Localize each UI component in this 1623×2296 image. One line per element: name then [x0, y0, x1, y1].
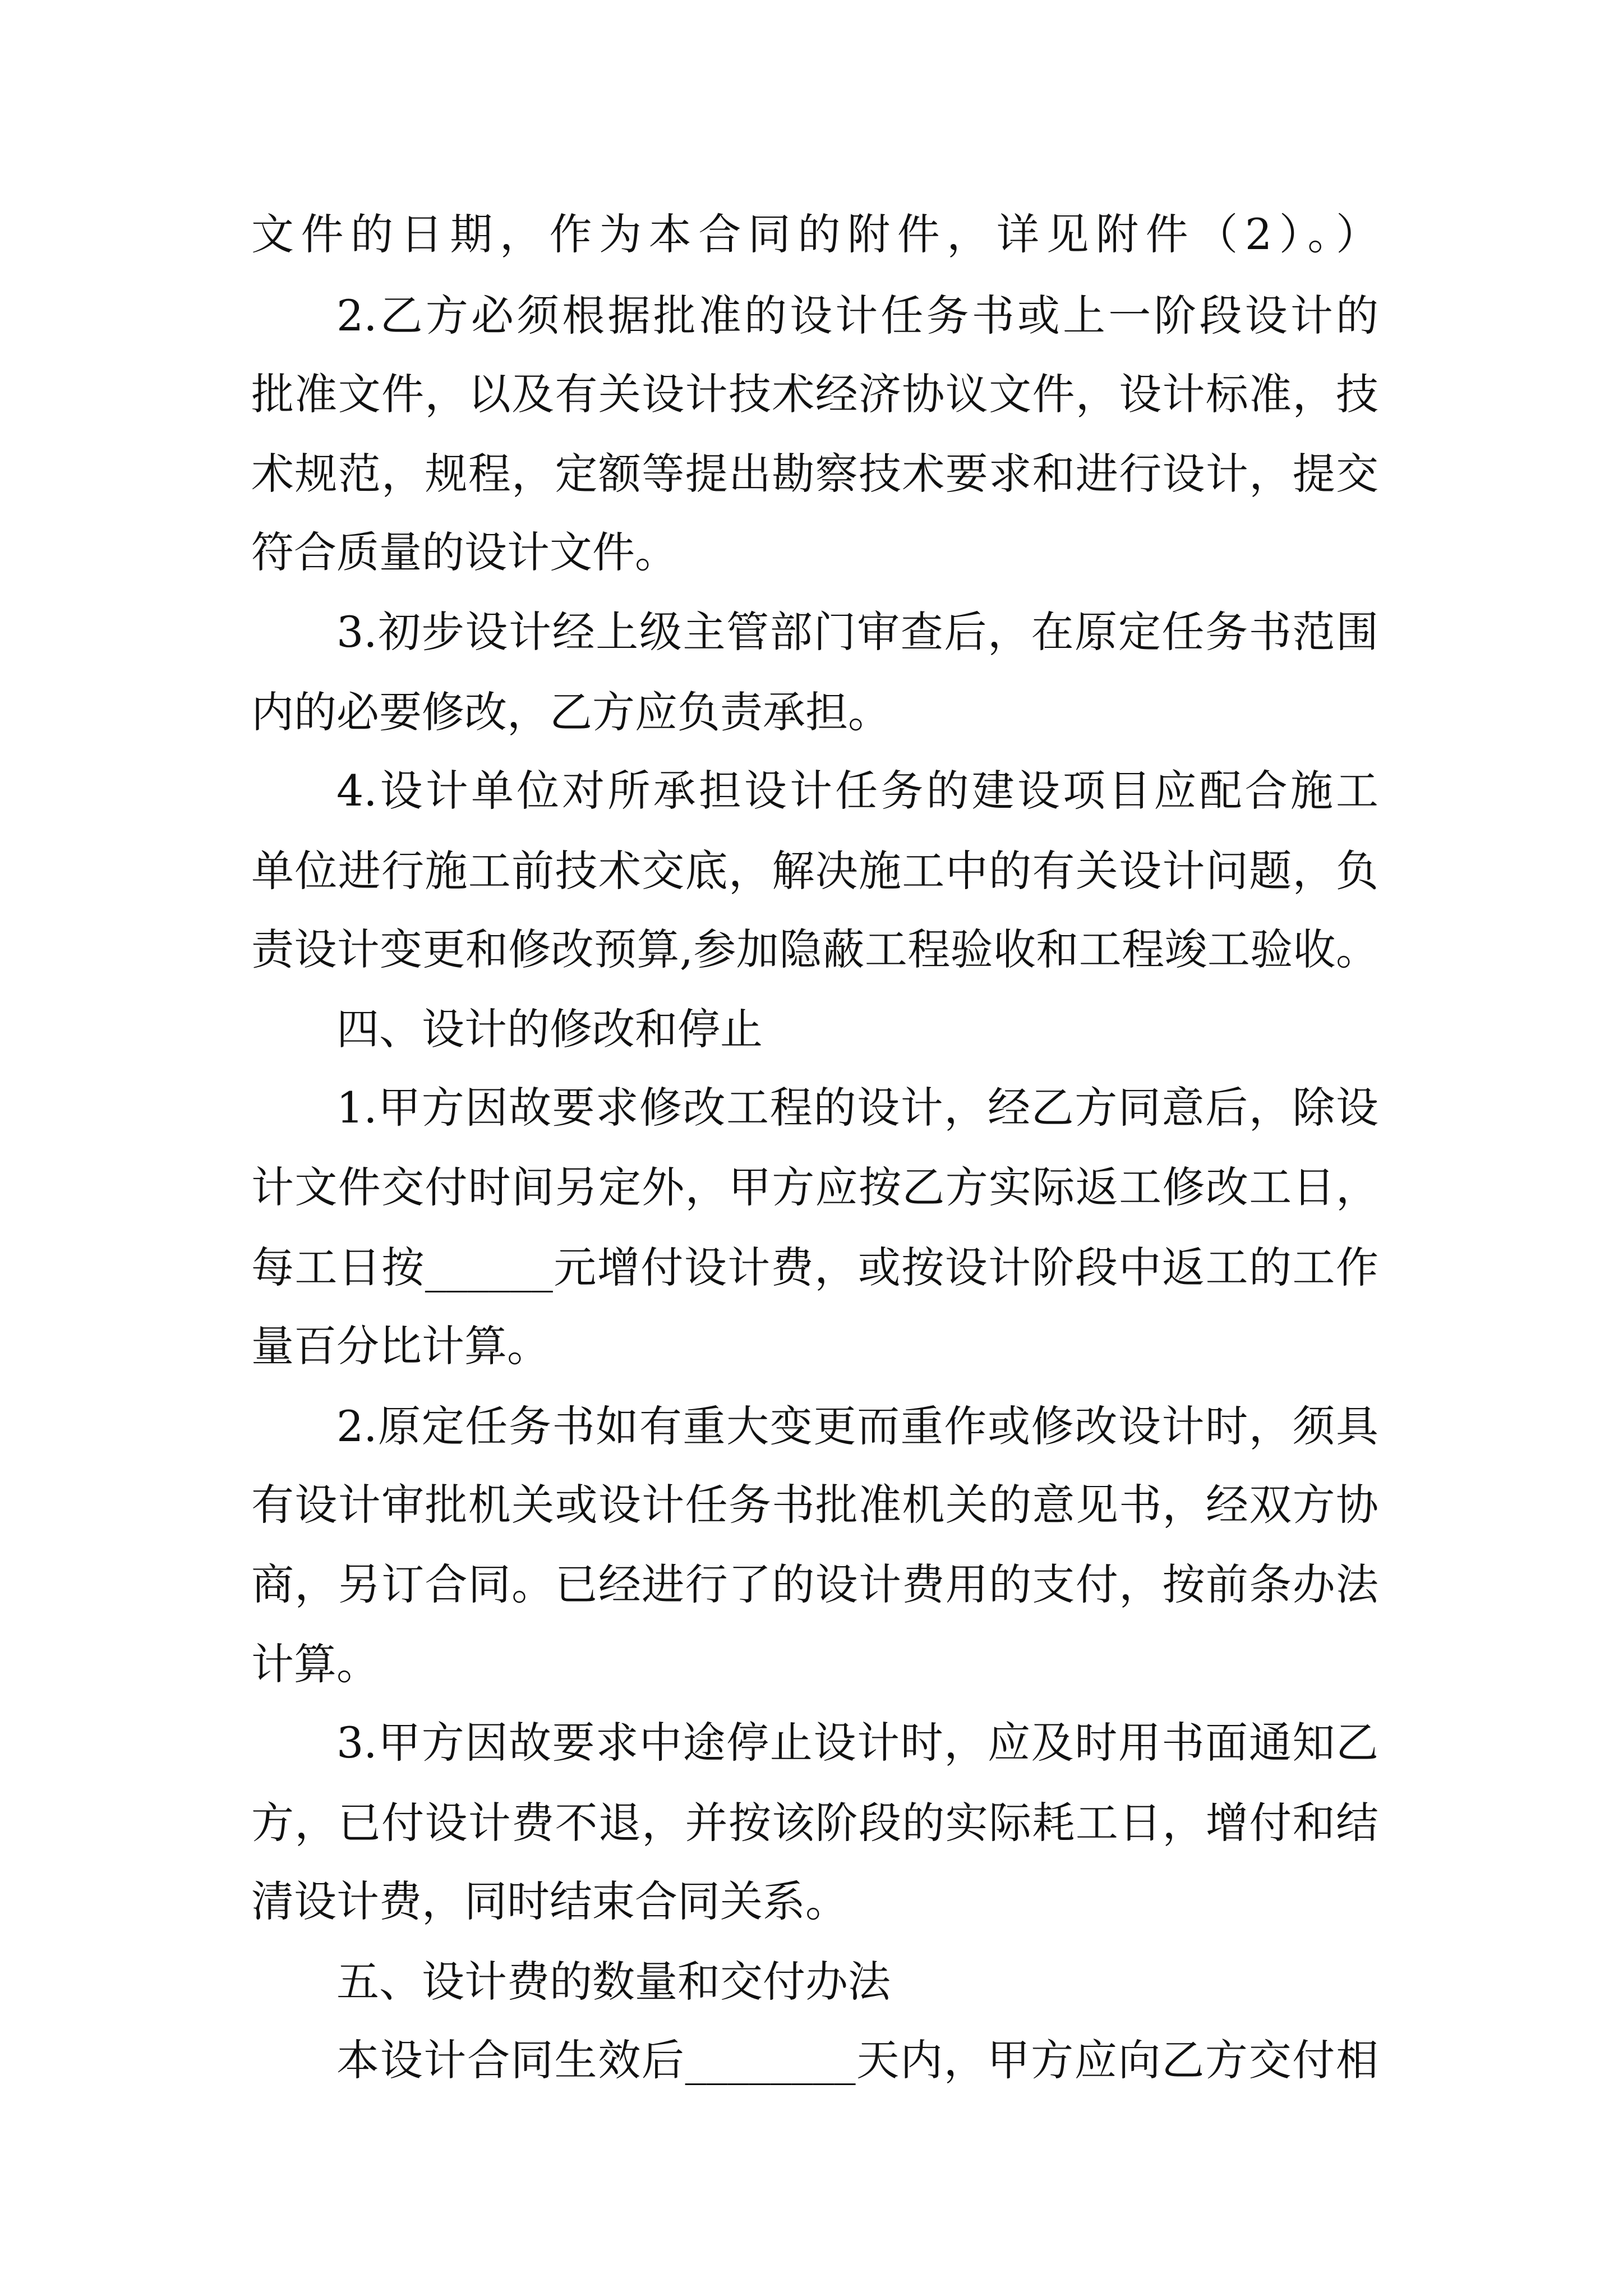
text-line: 术规范，规程，定额等提出勘察技术要求和进行设计，提交	[251, 449, 1378, 499]
text-line: 每工日按______元增付设计费，或按设计阶段中返工的工作	[251, 1243, 1378, 1292]
text-line: 单位进行施工前技术交底，解决施工中的有关设计问题，负	[251, 846, 1378, 896]
text-line: 商，另订合同。已经进行了的设计费用的支付，按前条办法	[251, 1559, 1378, 1609]
text-line: 本设计合同生效后________天内，甲方应向乙方交付相	[336, 2035, 1378, 2085]
text-line: 3.初步设计经上级主管部门审查后，在原定任务书范围	[336, 607, 1378, 657]
text-line: 量百分比计算。	[251, 1321, 550, 1371]
section-heading: 五、设计费的数量和交付办法	[336, 1957, 891, 2007]
text-line: 2.乙方必须根据批准的设计任务书或上一阶段设计的	[336, 291, 1378, 341]
text-line: 批准文件，以及有关设计技术经济协议文件，设计标准，技	[251, 369, 1378, 419]
text-line: 符合质量的设计文件。	[251, 527, 677, 577]
text-line: 方，已付设计费不退，并按该阶段的实际耗工日，增付和结	[251, 1798, 1378, 1848]
section-heading: 四、设计的修改和停止	[336, 1004, 763, 1054]
text-line: 1.甲方因故要求修改工程的设计，经乙方同意后，除设	[336, 1083, 1378, 1133]
text-line: 4.设计单位对所承担设计任务的建设项目应配合施工	[336, 766, 1378, 816]
text-line: 责设计变更和修改预算,参加隐蔽工程验收和工程竣工验收。	[251, 924, 1378, 974]
text-line: 文件的日期，作为本合同的附件，详见附件（2）。）	[251, 209, 1378, 259]
text-line: 有设计审批机关或设计任务书批准机关的意见书，经双方协	[251, 1480, 1378, 1530]
text-line: 内的必要修改，乙方应负责承担。	[251, 687, 891, 737]
text-line: 2.原定任务书如有重大变更而重作或修改设计时，须具	[336, 1401, 1378, 1451]
text-line: 计文件交付时间另定外，甲方应按乙方实际返工修改工日，	[251, 1162, 1378, 1212]
text-line: 清设计费，同时结束合同关系。	[251, 1876, 848, 1926]
text-line: 计算。	[251, 1639, 379, 1689]
text-line: 3.甲方因故要求中途停止设计时，应及时用书面通知乙	[336, 1718, 1378, 1768]
